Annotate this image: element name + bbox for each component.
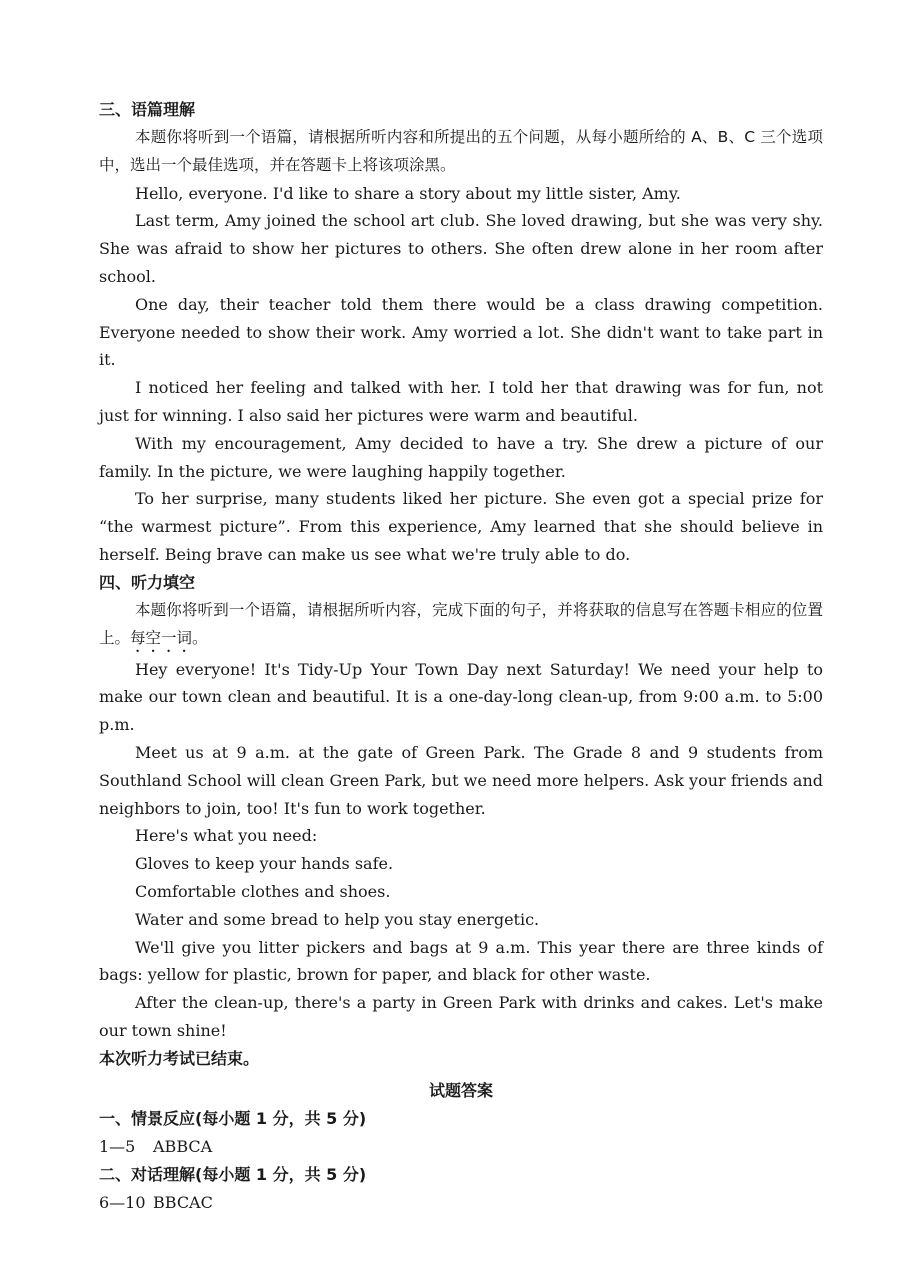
section-4-instruction [99,597,823,656]
answers-part-2-heading: 二、对话理解(每小题 1 分，共 5 分) [99,1164,367,1184]
passage-paragraph: We'll give you litter pickers and bags at 9 a.m. This year there are three kinds of bags: yellow for plastic, brown for paper, and black for other waste. [99,937,823,985]
document-page [99,96,823,1217]
passage-paragraph: With my encouragement, Amy decided to have a try. She drew a picture of our family. In the picture, we were laughing happily together. [99,433,823,481]
list-item: Water and some bread to help you stay energetic. [135,909,540,929]
instruction-main: 本题你将听到一个语篇，请根据所听内容，完成下面的句子，并将获取的信息写在答题卡相应的位置上。 [99,600,823,647]
passage-paragraph: Last term, Amy joined the school art club. She loved drawing, but she was very shy. She was afraid to show her pictures to others. She often drew alone in her room after school. [99,211,823,286]
answers-title: 试题答案 [428,1080,493,1100]
passage-paragraph: After the clean-up, there's a party in Green Park with drinks and cakes. Let's make our town shine! [99,993,823,1040]
passage-paragraph: Hello, everyone. I'd like to share a story about my little sister, Amy. [135,183,681,203]
answer-range: 6—10 [99,1192,146,1212]
list-item: Gloves to keep your hands safe. [135,854,394,874]
passage-paragraph: One day, their teacher told them there would be a class drawing competition. Everyone needed to show their work. Amy worried a lot. She didn't want to take part in it. [99,294,823,370]
answers-part-2 [99,1189,823,1217]
passage-paragraph: Meet us at 9 a.m. at the gate of Green Park. The Grade 8 and 9 students from Southland School will clean Green Park, but we need more helpers. Ask your friends and neighbors to join, too! It's fun to work together. [99,742,823,818]
answers-part-1 [99,1133,823,1161]
answers-part-1-heading: 一、情景反应(每小题 1 分，共 5 分) [99,1108,367,1128]
section-3-instruction: 本题你将听到一个语篇，请根据所听内容和所提出的五个问题，从每小题所给的 A、B、C 三个选项中，选出一个最佳选项，并在答题卡上将该项涂黑。 [99,128,823,174]
passage-paragraph: To her surprise, many students liked her picture. She even got a special prize for “the warmest picture”. From this experience, Amy learned that she should believe in herself. Being brave can make us see what we're truly able to do. [99,489,823,564]
instruction-end: 。 [192,628,208,647]
list-intro: Here's what you need: [135,826,318,846]
answer-key: BBCAC [153,1192,213,1212]
end-note: 本次听力考试已结束。 [99,1048,260,1068]
list-item: Comfortable clothes and shoes. [135,881,391,901]
passage-paragraph: Hey everyone! It's Tidy-Up Your Town Day next Saturday! We need your help to make our town clean and beautiful. It is a one-day-long clean-up, from 9:00 a.m. to 5:00 p.m. [99,659,823,735]
instruction-emphasis: 每空一词 [130,628,193,647]
section-3-title: 三、语篇理解 [99,100,196,119]
section-4-title: 四、听力填空 [99,572,196,592]
passage-paragraph: I noticed her feeling and talked with her. I told her that drawing was for fun, not just for winning. I also said her pictures were warm and beautiful. [99,378,823,425]
answer-key: ABBCA [153,1136,213,1156]
answer-range: 1—5 [99,1136,136,1156]
